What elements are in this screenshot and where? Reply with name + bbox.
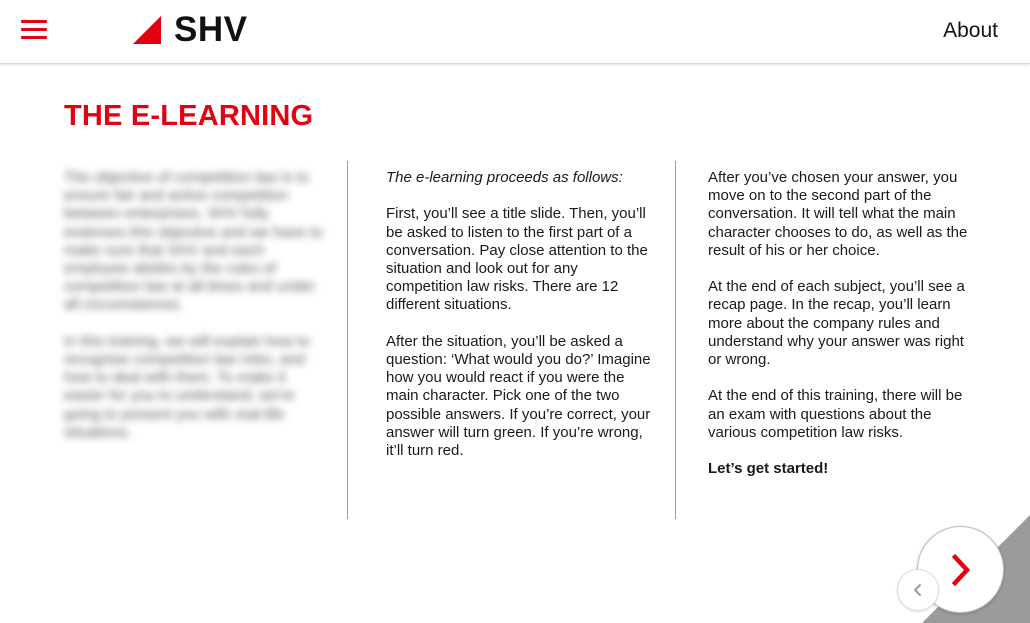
col1-paragraph-2: In this training, we will explain how to recognise competition law risks, and how to deal with them. To make it easier for you to understand, we're going to present you with real-life situations. (64, 332, 310, 441)
menu-bar-bottom (21, 36, 47, 39)
about-link[interactable]: About (943, 19, 998, 42)
hamburger-menu-icon[interactable] (21, 20, 47, 40)
col3-paragraph-2: At the end of each subject, you’ll see a recap page. In the recap, you’ll learn more about the company rules and understand why your answer was right or wrong. (708, 278, 965, 369)
red-triangle-logo-icon (133, 16, 161, 44)
col2-intro: The e-learning proceeds as follows: (386, 169, 623, 186)
previous-button[interactable] (897, 569, 939, 611)
chevron-left-icon (912, 582, 924, 598)
col1-paragraph-1: The objective of competition law is to ensure fair and active competition between enterprises. SHV fully endorses this objective and we have to make sure that SHV and each employee abides by the rules of competition law at all times and under all circumstances. (64, 169, 323, 314)
menu-bar-middle (21, 28, 47, 31)
column-divider-2 (675, 161, 676, 519)
chevron-right-icon (950, 553, 972, 587)
col3-paragraph-3: At the end of this training, there will be an exam with questions about the various competition law risks. (708, 387, 963, 441)
menu-bar-top (21, 20, 47, 23)
app-header (0, 0, 1030, 64)
logo-text: SHV (174, 10, 248, 49)
intro-column-blurred (64, 169, 324, 460)
col3-paragraph-1: After you’ve chosen your answer, you move on to the second part of the conversation. It will tell what the main character chooses to do, as well as the result of his or her choice. (708, 169, 968, 259)
column-divider-1 (347, 161, 348, 519)
steps-column (386, 169, 651, 478)
shv-logo (133, 10, 248, 49)
get-started-text: Let’s get started! (708, 460, 829, 478)
outcome-column (708, 169, 976, 497)
page-title: THE E-LEARNING (64, 100, 314, 132)
col2-paragraph-1: First, you’ll see a title slide. Then, you’ll be asked to listen to the first part of a conversation. Pay close attention to the situation and look out for any competition law risks. There are 12 different situations. (386, 205, 648, 314)
col2-paragraph-2: After the situation, you’ll be asked a question: ‘What would you do?’ Imagine how you would react if you were the main character. Pick one of the two possible answers. If you’re correct, your answer will turn green. If you’re wrong, it’ll turn red. (386, 332, 651, 460)
